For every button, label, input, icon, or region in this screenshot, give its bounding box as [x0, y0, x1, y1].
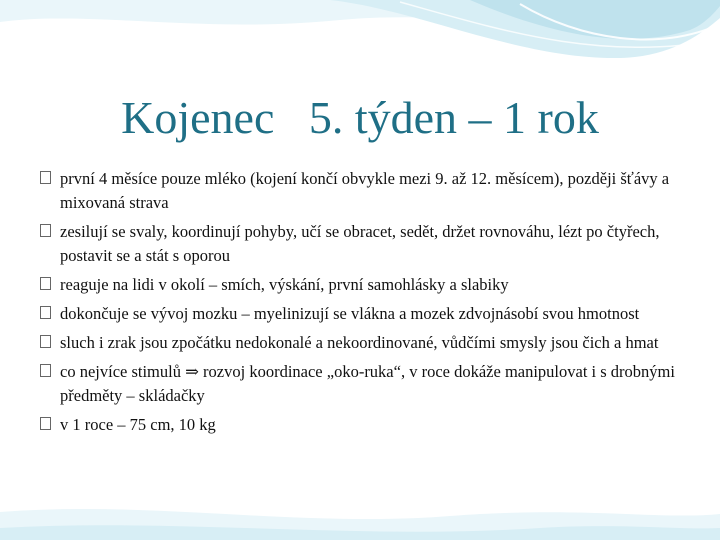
list-item-text: dokončuje se vývoj mozku – myelinizují se vlákna a mozek zdvojnásobí svou hmotnost [60, 304, 640, 323]
list-item [40, 302, 708, 326]
list-item-text: zesilují se svaly, koordinují pohyby, učí se obracet, sedět, držet rovnováhu, lézt po čtyřech, postavit se a stát s oporou [60, 222, 660, 265]
list-item [40, 331, 708, 355]
list-item [40, 360, 708, 408]
square-bullet-icon [40, 306, 51, 319]
square-bullet-icon [40, 417, 51, 430]
list-item [40, 167, 708, 215]
list-item-text: první 4 měsíce pouze mléko (kojení končí obvykle mezi 9. až 12. měsícem), později šťávy a mixovaná strava [60, 169, 670, 212]
list-item [40, 273, 708, 297]
list-item-text: co nejvíce stimulů ⇒ rozvoj koordinace „oko-ruka“, v roce dokáže manipulovat i s drobnými předměty – skládačky [60, 362, 675, 405]
bullet-list [40, 167, 708, 442]
square-bullet-icon [40, 364, 51, 377]
square-bullet-icon [40, 171, 51, 184]
square-bullet-icon [40, 277, 51, 290]
list-item-text: sluch i zrak jsou zpočátku nedokonalé a nekoordinované, vůdčími smysly jsou čich a hmat [60, 333, 659, 352]
list-item-text: v 1 roce – 75 cm, 10 kg [60, 415, 216, 434]
list-item [40, 413, 708, 437]
slide-title: Kojenec 5. týden – 1 rok [121, 92, 599, 143]
list-item [40, 220, 708, 268]
square-bullet-icon [40, 224, 51, 237]
list-item-text: reaguje na lidi v okolí – smích, výskání, první samohlásky a slabiky [60, 275, 509, 294]
square-bullet-icon [40, 335, 51, 348]
